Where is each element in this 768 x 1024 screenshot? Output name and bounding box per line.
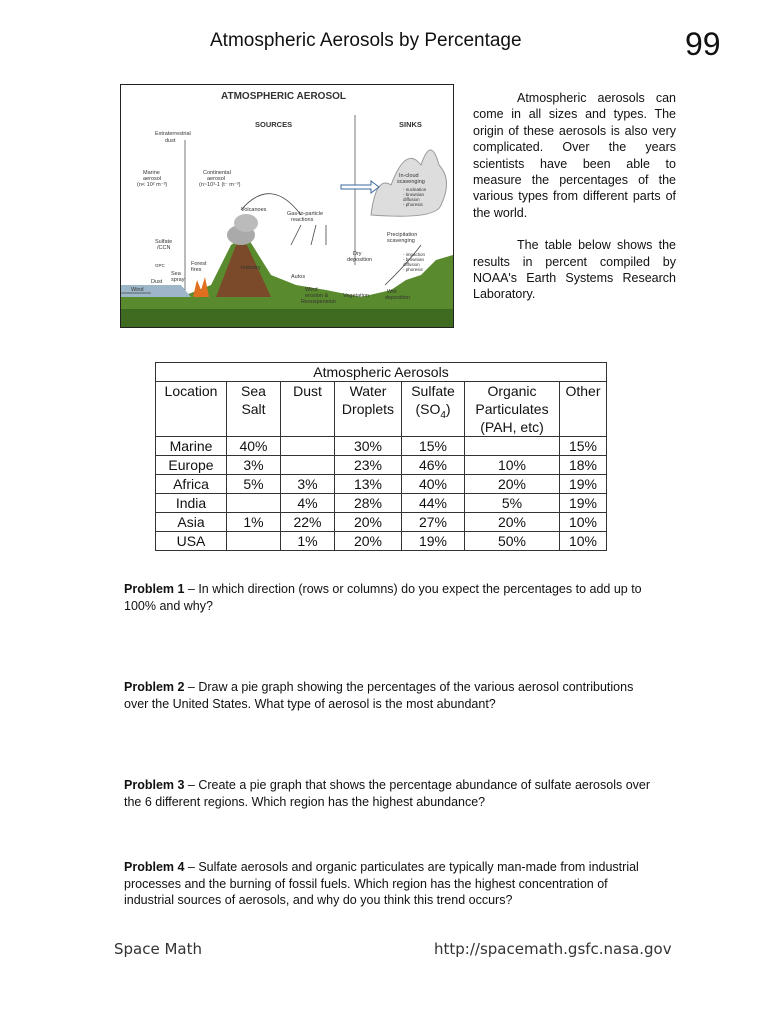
figure-title: ATMOSPHERIC AEROSOL: [221, 91, 347, 102]
header-water: Water Droplets: [335, 382, 402, 437]
table-cell: 5%: [227, 475, 281, 494]
intro-paragraph: The table below shows the results in percent compiled by NOAA's Earth Systems Research Laboratory.: [473, 238, 676, 302]
table-cell: 22%: [281, 513, 335, 532]
label-gpc: GPC: [155, 263, 165, 268]
svg-text:- brownian: - brownian: [403, 192, 425, 197]
row-location: USA: [156, 532, 227, 551]
table-cell: 20%: [465, 475, 560, 494]
table-cell: 15%: [402, 437, 465, 456]
table-cell: 19%: [402, 532, 465, 551]
intro-paragraph: Atmospheric aerosols can come in all sizes and types. The origin of these aerosols is also very complicated. Over the years scientists have been able to measure the percentages of the various types from different parts of the world.: [473, 91, 676, 220]
table-cell: [227, 532, 281, 551]
label-forest-fires: Forest: [191, 261, 207, 267]
header-sulfate: Sulfate $(SO_4)$: [402, 382, 465, 437]
label-autos: Autos: [291, 274, 306, 280]
svg-text:- brownian: - brownian: [403, 257, 425, 262]
svg-text:erosion &: erosion &: [305, 293, 329, 299]
svg-text:/CCN: /CCN: [157, 245, 171, 251]
label-in-cloud: In-cloud: [399, 173, 419, 179]
problem-2: Problem 2 – Draw a pie graph showing the percentages of the various aerosol contributions over the United States. What type of aerosol is the most abundant?: [124, 680, 634, 711]
table-cell: 50%: [465, 532, 560, 551]
svg-text:- nucleation: - nucleation: [403, 187, 427, 192]
svg-text:aerosol: aerosol: [207, 176, 226, 182]
table-cell: 40%: [402, 475, 465, 494]
table-cell: 20%: [335, 532, 402, 551]
header-dust: Dust: [281, 382, 335, 437]
page-title: Atmospheric Aerosols by Percentage: [210, 30, 522, 51]
row-location: Europe: [156, 456, 227, 475]
label-volcanoes: Volcanoes: [241, 207, 267, 213]
table-row: [156, 475, 607, 494]
svg-text:(n< 10² m⁻³): (n< 10² m⁻³): [137, 182, 168, 188]
table-row: [156, 513, 607, 532]
row-location: India: [156, 494, 227, 513]
table-cell: 1%: [281, 532, 335, 551]
svg-text:dust: dust: [165, 138, 176, 144]
page-number: 99: [685, 26, 721, 62]
header-organic: Organic Particulates (PAH, etc): [465, 382, 560, 437]
svg-text:diffusion: diffusion: [403, 197, 420, 202]
intro-text: [473, 90, 676, 319]
table-cell: [227, 494, 281, 513]
label-precipitation: Precipitation: [387, 232, 418, 238]
table-cell: 44%: [402, 494, 465, 513]
label-wind-erosion: Wind: [305, 287, 318, 293]
label-dry-deposition: Dry: [353, 251, 362, 257]
table-caption: Atmospheric Aerosols: [156, 363, 607, 382]
svg-text:- impaction: - impaction: [403, 252, 426, 257]
label-extraterrestrial: Extraterrestrial: [155, 131, 191, 137]
problem-1: Problem 1 – In which direction (rows or columns) do you expect the percentages to add up to 100% and why?: [124, 582, 642, 613]
table-cell: 30%: [335, 437, 402, 456]
table-cell: 10%: [560, 513, 607, 532]
label-wet-deposition: Wet: [387, 289, 397, 295]
table-cell: 10%: [465, 456, 560, 475]
svg-text:diffusion: diffusion: [403, 262, 420, 267]
table-cell: 3%: [281, 475, 335, 494]
table-cell: [281, 456, 335, 475]
table-header-row: [156, 382, 607, 437]
svg-text:fires: fires: [191, 267, 202, 273]
problem-3: Problem 3 – Create a pie graph that shows the percentage abundance of sulfate aerosols over the 6 different regions. Which region has the highest abundance?: [124, 778, 651, 809]
table-cell: 1%: [227, 513, 281, 532]
table-row: [156, 494, 607, 513]
table-cell: 19%: [560, 475, 607, 494]
table-cell: 19%: [560, 494, 607, 513]
table-cell: 27%: [402, 513, 465, 532]
table-cell: 3%: [227, 456, 281, 475]
label-industry: Industry: [241, 265, 261, 271]
svg-text:(n~10³-1 (t⁻ m⁻³): (n~10³-1 (t⁻ m⁻³): [199, 182, 241, 188]
label-gas-to-particle: Gas-to-particle: [287, 211, 324, 217]
table-cell: 5%: [465, 494, 560, 513]
table-row: [156, 437, 607, 456]
table-row: [156, 456, 607, 475]
table-cell: 40%: [227, 437, 281, 456]
label-dust: Dust: [151, 279, 163, 285]
row-location: Africa: [156, 475, 227, 494]
header-location: Location: [156, 382, 227, 437]
label-sulfate: Sulfate: [155, 239, 173, 245]
table-cell: 23%: [335, 456, 402, 475]
label-continental: Continental: [203, 170, 231, 176]
footer-source: Space Math: [114, 940, 203, 958]
label-sea-spray: Sea: [171, 271, 181, 277]
svg-text:- phoresis: - phoresis: [403, 202, 423, 207]
header-sea-salt: Sea Salt: [227, 382, 281, 437]
sources-label: SOURCES: [255, 120, 293, 129]
table-cell: 4%: [281, 494, 335, 513]
table-cell: 28%: [335, 494, 402, 513]
aerosol-table: [155, 362, 607, 551]
sinks-label: SINKS: [399, 120, 422, 129]
table-cell: 15%: [560, 437, 607, 456]
table-cell: [281, 437, 335, 456]
row-location: Asia: [156, 513, 227, 532]
svg-text:Resuspension: Resuspension: [301, 299, 336, 305]
svg-text:deposition: deposition: [347, 257, 373, 263]
row-location: Marine: [156, 437, 227, 456]
svg-text:deposition: deposition: [385, 295, 411, 301]
table-cell: 13%: [335, 475, 402, 494]
table-cell: 46%: [402, 456, 465, 475]
aerosol-diagram: [120, 84, 454, 328]
svg-text:scavenging: scavenging: [387, 238, 415, 244]
table-cell: 10%: [560, 532, 607, 551]
svg-text:aerosol: aerosol: [143, 176, 162, 182]
label-vegetation: Vegetation: [343, 293, 369, 299]
table-cell: 20%: [465, 513, 560, 532]
label-wind: Wind: [131, 287, 144, 293]
footer-url: http://spacemath.gsfc.nasa.gov: [434, 940, 672, 958]
table-row: [156, 532, 607, 551]
svg-text:spray: spray: [171, 277, 185, 283]
header-other: Other: [560, 382, 607, 437]
problem-4: Problem 4 – Sulfate aerosols and organic particulates are typically man-made from industrial processes and the burning of fossil fuels. Which region has the highest concentration of industrial sources of aerosols, and why do you think this trend occurs?: [124, 860, 639, 907]
table-cell: [465, 437, 560, 456]
table-cell: 18%: [560, 456, 607, 475]
table-cell: 20%: [335, 513, 402, 532]
svg-text:scavenging: scavenging: [397, 179, 425, 185]
label-marine: Marine: [143, 170, 160, 176]
svg-text:reactions: reactions: [291, 217, 314, 223]
svg-text:- phoresis: - phoresis: [403, 267, 423, 272]
